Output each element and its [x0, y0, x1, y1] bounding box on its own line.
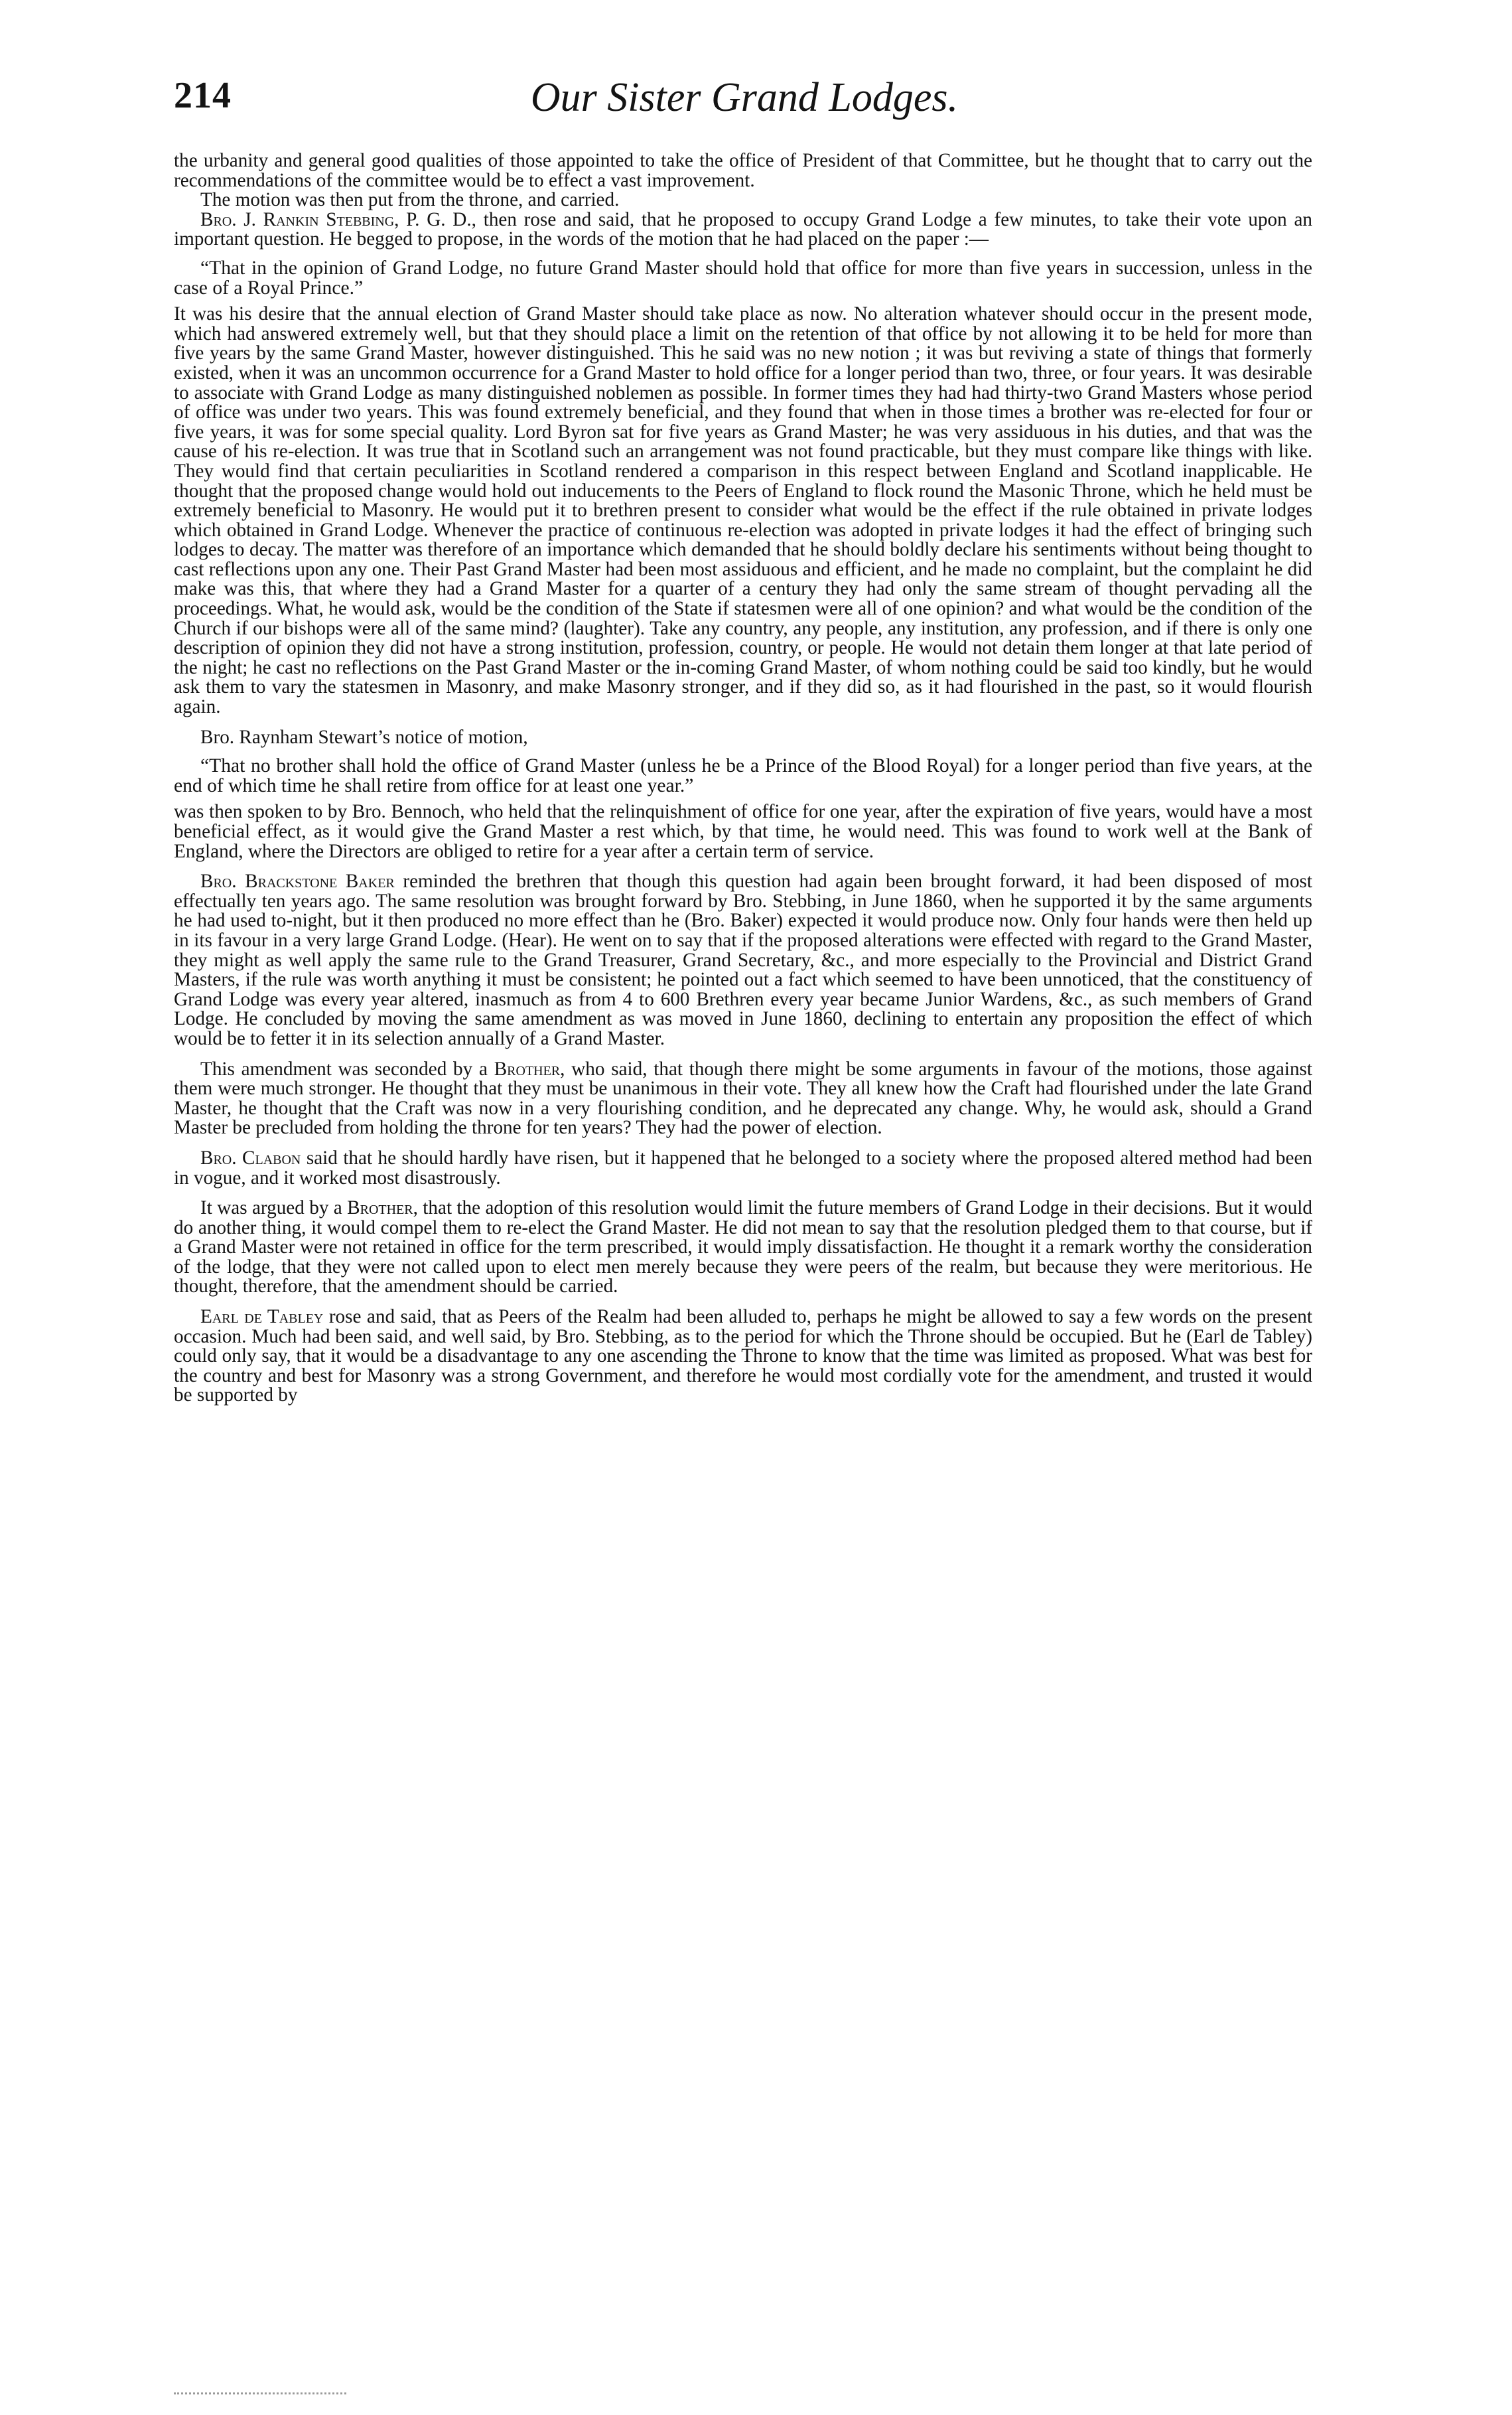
paragraph: Earl de Tabley rose and said, that as Peers of the Realm had been alluded to, perhaps he might be allowed to say a few words on the present occasion. Much had been said, and well said, by Bro. Stebbing, as to the period for which the Throne should be occupied. But he (Earl de Tabley) could only say, that it would be a disadvantage to any one ascending the Throne to know that the time was limited as proposed. What was best for the country and best for Masonry was a strong Government, and therefore he would most cordially vote for the amendment, and trusted it would be supported by [174, 1306, 1312, 1406]
speaker-name: Bro. Brackstone Baker [200, 871, 395, 893]
paragraph: The motion was then put from the throne, and carried. [200, 189, 620, 211]
speaker-name: Earl de Tabley [200, 1306, 324, 1328]
running-head [174, 74, 1315, 127]
paragraph: Bro. Raynham Stewart’s notice of motion, [200, 726, 528, 748]
article-body [174, 151, 1312, 1406]
paragraph: was then spoken to by Bro. Bennoch, who held that the relinquishment of office for one year, after the expiration of five years, would have a most beneficial effect, as it would give the Grand Master a rest which, by that time, he would need. This was found to work well at the Bank of England, where the Directors are obliged to retire for a year after a certain term of service. [174, 801, 1312, 862]
paragraph: This amendment was seconded by a Brother, who said, that though there might be some arguments in favour of the motions, those against them were much stronger. He thought that they must be unanimous in their vote. They all knew how the Craft had flourished under the late Grand Master, he thought that the Craft was now in a very flourishing condition, and he deprecated any change. Why, he would ask, should a Grand Master be precluded from holding the throne for ten years? They had the power of election. [174, 1058, 1313, 1139]
speaker-name: Bro. Clabon [200, 1147, 301, 1169]
paragraph: Bro. Clabon said that he should hardly have risen, but it happened that he belonged to a society where the proposed altered method had been in vogue, and it worked most disastrously. [174, 1147, 1313, 1189]
speaker-name: Brother, [347, 1197, 418, 1219]
print-smudge [174, 2392, 346, 2400]
paragraph: Bro. Brackstone Baker reminded the brethren that though this question had again been brought forward, it had been disposed of most effectually ten years ago. The same resolution was brought forward by Bro. Stebbing, in June 1860, when he supported it by the same arguments he had used to-night, but it then produced no more effect than he (Bro. Baker) expected it would produce now. Only four hands were then held up in its favour in a very large Grand Lodge. (Hear). He went on to say that if the proposed alterations were effected with regard to the Grand Master, they might as well apply the same rule to the Grand Treasurer, Grand Secretary, &c., and more especially to the Provincial and District Grand Masters, if the rule was worth anything it must be consistent; he pointed out a fact which seemed to have been unnoticed, that the constituency of Grand Lodge was every year altered, inasmuch as from 4 to 600 Brethren every year became Junior Wardens, &c., as such members of Grand Lodge. He concluded by moving the same amendment as was moved in June 1860, declining to entertain any proposition the effect of which would be to fetter it in its selection annually of a Grand Master. [174, 871, 1313, 1049]
speaker-name: Brother, [494, 1058, 565, 1080]
motion-quote: “That in the opinion of Grand Lodge, no future Grand Master should hold that office for more than five years in succession, unless in the case of a Royal Prince.” [174, 257, 1312, 299]
page-number: 214 [174, 75, 232, 116]
paragraph: It was his desire that the annual election of Grand Master should take place as now. No alteration whatever should occur in the present mode, which had answered extremely well, but that they should place a limit on the retention of that office by not allowing it to be held for more than five years by the same Grand Master, however distinguished. This he said was no new notion ; it was but reviving a state of things that formerly existed, when it was an uncommon occurrence for a Grand Master to hold office for a longer period than two, three, or four years. It was desirable to associate with Grand Lodge as many distinguished noblemen as possible. In former times they had had thirty-two Grand Masters whose period of office was under two years. This was found extremely beneficial, and they found that when in those times a brother was re-elected for four or five years, it was for some special quality. Lord Byron sat for five years as Grand Master; he was very assiduous in his duties, and that was the cause of his re-election. It was true that in Scotland such an arrangement was not found practicable, but they must compare like things with like. They would find that certain peculiarities in Scotland rendered a comparison in this respect between England and Scotland inapplicable. He thought that the proposed change would hold out inducements to the Peers of England to flock round the Masonic Throne, which he held must be extremely beneficial to Masonry. He would put it to brethren present to consider what would be the effect if the rule obtained in private lodges which obtained in Grand Lodge. Whenever the practice of continuous re-election was adopted in private lodges it had the effect of bringing such lodges to decay. The matter was therefore of an importance which demanded that he should boldly declare his sentiments without being thought to cast reflections upon any one. Their Past Grand Master had been most assiduous and efficient, and he made no complaint, but the complaint he did make was this, that where they had a Grand Master for a quarter of a century they had only the same stream of thought pervading all the proceedings. What, he would ask, would be the condition of the State if statesmen were all of one opinion? and what would be the condition of the Church if our bishops were all of the same mind? (laughter). Take any country, any people, any institution, any profession, and if there is only one description of opinion they did not have a strong institution, profession, country, or people. He would not detain them longer at that late period of the night; he cast no reflections on the Past Grand Master or the in-coming Grand Master, of whom nothing could be said too kindly, but he would ask them to vary the statesmen in Masonry, and make Masonry stronger, and if they did so, as it had flourished in the past, so it would flourish again. [174, 303, 1312, 718]
running-title: Our Sister Grand Lodges. [530, 75, 959, 120]
paragraph: It was argued by a Brother, that the adoption of this resolution would limit the future members of Grand Lodge in their decisions. But it would do another thing, it would compel them to re-elect the Grand Master. He did not mean to say that the resolution pledged them to that course, but if a Grand Master were not retained in office for the term prescribed, it would imply dissatisfaction. He thought it a remark worthy the consideration of the lodge, that they were not called upon to elect men merely because they were peers of the realm, but because they were meritorious. He thought, therefore, that the amendment should be carried. [174, 1197, 1312, 1297]
paragraph: the urbanity and general good qualities of those appointed to take the office of President of that Committee, but he thought that to carry out the recommendations of the committee would be to effect a vast improvement. [174, 150, 1312, 191]
speaker-name: Bro. J. Rankin Stebbing, P. G. D., [200, 208, 476, 230]
motion-quote: “That no brother shall hold the office of Grand Master (unless he be a Prince of the Blood Royal) for a longer period than five years, at the end of which time he shall retire from office for at least one year.” [174, 755, 1312, 796]
paragraph: Bro. J. Rankin Stebbing, P. G. D., then rose and said, that he proposed to occupy Grand Lodge a few minutes, to take their vote upon an important question. He begged to propose, in the words of the motion that he had placed on the paper :— [174, 208, 1312, 250]
